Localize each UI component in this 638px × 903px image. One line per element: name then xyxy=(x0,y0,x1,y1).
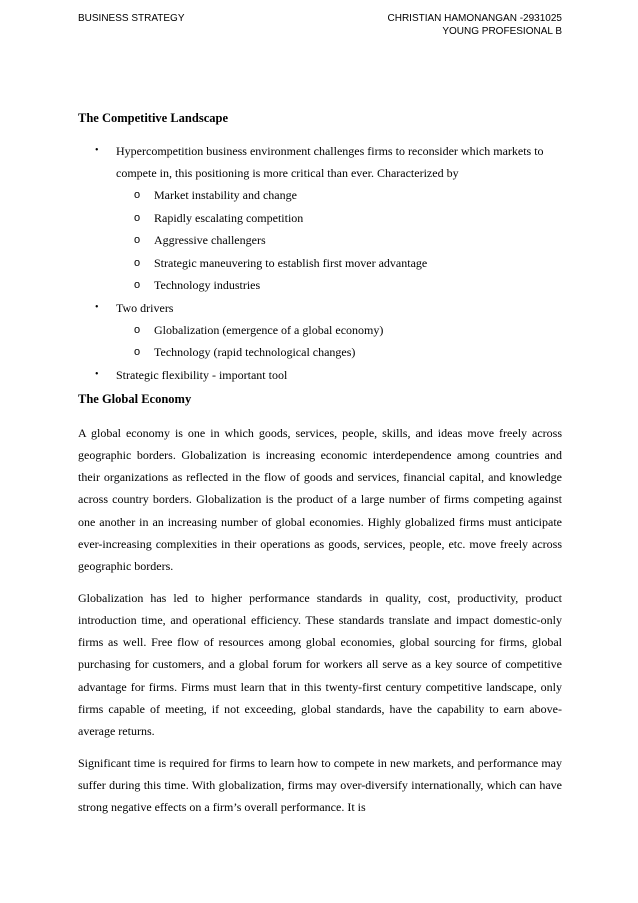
sub-list-item xyxy=(116,341,562,364)
sub-list-item-text: Market instability and change xyxy=(154,188,297,202)
list-item xyxy=(78,140,562,297)
paragraph: Significant time is required for firms to learn how to compete in new markets, and performance may suffer during this time. With globalization, firms may over-diversify internationally, which can have strong negative effects on a firm’s overall performance. It is xyxy=(78,755,562,815)
sub-list-item xyxy=(116,319,562,342)
sub-list-item-text: Globalization (emergence of a global economy) xyxy=(154,322,384,337)
header-author-group: YOUNG PROFESIONAL B xyxy=(442,26,562,37)
sub-bullet-glyph: o xyxy=(134,256,141,269)
sub-bullet-glyph: o xyxy=(134,323,141,336)
sub-list-item-text: Rapidly escalating competition xyxy=(154,210,304,225)
sub-bullet-glyph: o xyxy=(134,211,141,224)
sub-list-item-text: Technology (rapid technological changes) xyxy=(154,345,356,359)
document-body xyxy=(78,111,562,828)
sub-list-item-text: Technology industries xyxy=(154,278,261,292)
sub-list xyxy=(116,319,562,364)
list-item-text: Strategic flexibility - important tool xyxy=(116,367,288,382)
list-item-text: Hypercompetition business environment challenges firms to reconsider which markets to compete in, this positioning is more critical than ever. Characterized by xyxy=(116,144,544,180)
bullet-glyph: • xyxy=(95,145,99,156)
section-title-competitive-landscape: The Competitive Landscape xyxy=(78,111,228,125)
sub-bullet-glyph: o xyxy=(134,346,141,358)
header-course-title: BUSINESS STRATEGY xyxy=(78,13,185,24)
list-item xyxy=(78,364,562,386)
bullet-glyph: • xyxy=(95,368,99,380)
sub-list-item xyxy=(116,207,562,230)
header-author-block xyxy=(388,12,563,38)
header-author-name: CHRISTIAN HAMONANGAN -2931025 xyxy=(387,13,562,24)
sub-list-item xyxy=(116,252,562,275)
list-item xyxy=(78,297,562,364)
paragraph: Globalization has led to higher performance standards in quality, cost, productivity, product introduction time, and operational efficiency. These standards translate and impact domestic-only firms as well. Free flow of resources among global economies, global sourcing for firms, global purchasing for customers, and a global forum for workers all serve as a key source of competitive advantage for firms. Firms must learn that in this twenty-first century competitive landscape, only firms capable of meeting, if not exceeding, global standards, have the capability to earn above-average returns. xyxy=(78,590,562,739)
list-item-text: Two drivers xyxy=(116,300,174,315)
sub-list-item xyxy=(116,229,562,252)
paragraph: A global economy is one in which goods, services, people, skills, and ideas move freely across geographic borders. Globalization is increasing economic interdependence among countries and their organizations as reflected in the flow of goods and services, financial capital, and knowledge across country borders. Globalization is the product of a large number of firms competing against one another in an increasing number of global economies. Highly globalized firms must anticipate ever-increasing complexities in their operations as goods, services, people, etc. move freely across geographic borders. xyxy=(78,425,562,574)
bullet-list xyxy=(78,140,562,386)
sub-bullet-glyph: o xyxy=(134,279,141,291)
sub-list-item xyxy=(116,274,562,297)
page-header xyxy=(78,12,562,52)
bullet-glyph: • xyxy=(95,301,99,313)
sub-list-item xyxy=(116,184,562,207)
section-title-global-economy: The Global Economy xyxy=(78,391,192,406)
sub-list-item-text: Strategic maneuvering to establish first mover advantage xyxy=(154,255,428,270)
sub-bullet-glyph: o xyxy=(134,234,141,246)
sub-list-item-text: Aggressive challengers xyxy=(154,233,266,247)
sub-list xyxy=(116,184,562,297)
sub-bullet-glyph: o xyxy=(134,189,141,201)
